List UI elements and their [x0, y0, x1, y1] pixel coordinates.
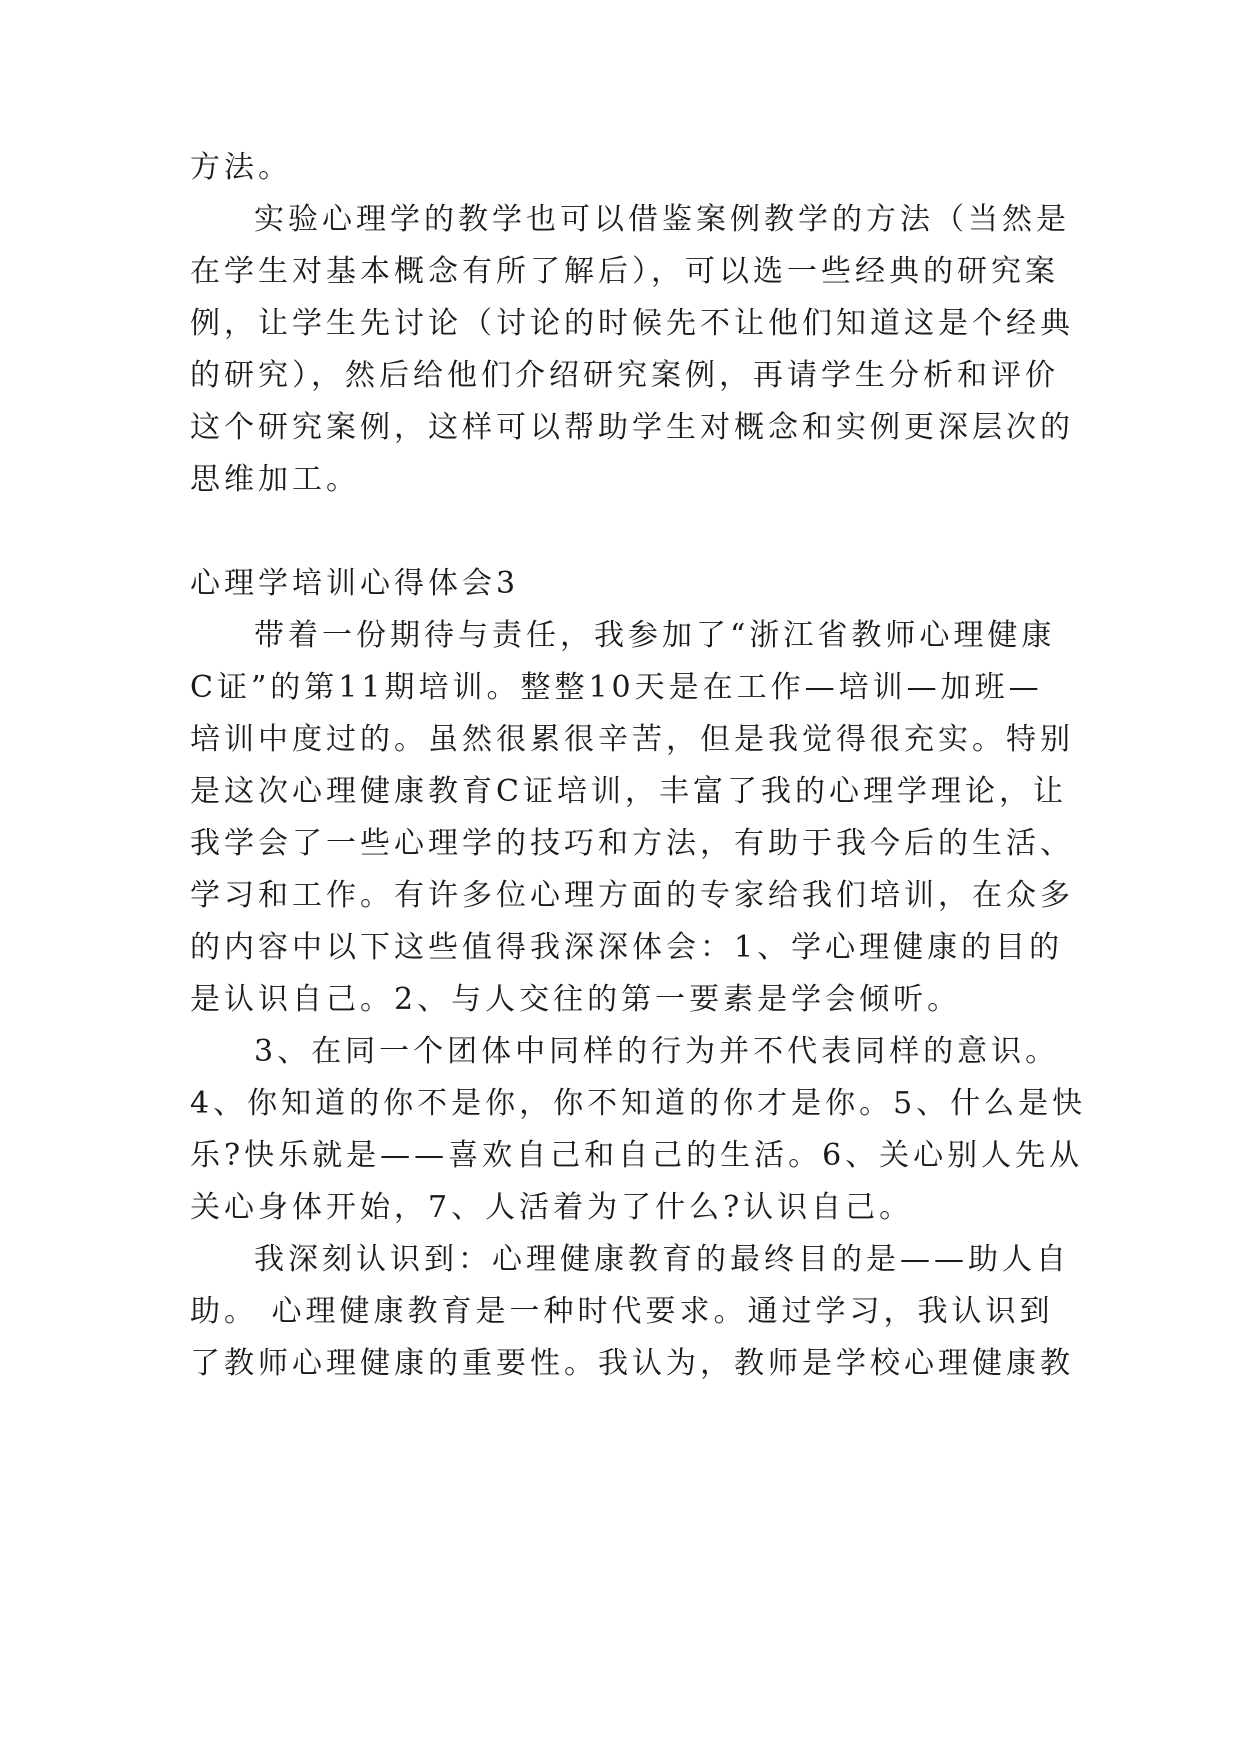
text-line: 是这次心理健康教育C证培训，丰富了我的心理学理论，让 — [190, 774, 1067, 809]
text-line: 在学生对基本概念有所了解后），可以选一些经典的研究案 — [190, 254, 1059, 289]
paragraph-first-line: 我深刻认识到：心理健康教育的最终目的是——助人自 — [254, 1242, 1070, 1277]
text-line: C证”的第11期培训。整整10天是在工作—培训—加班— — [190, 670, 1043, 705]
text-line: 的内容中以下这些值得我深深体会：1、学心理健康的目的 — [190, 930, 1064, 965]
text-line: 学习和工作。有许多位心理方面的专家给我们培训，在众多 — [190, 878, 1074, 913]
text-line: 我学会了一些心理学的技巧和方法，有助于我今后的生活、 — [190, 826, 1074, 861]
text-line: 例，让学生先讨论（讨论的时候先不让他们知道这是个经典 — [190, 306, 1074, 341]
text-line: 了教师心理健康的重要性。我认为，教师是学校心理健康教 — [190, 1346, 1074, 1381]
text-line: 的研究），然后给他们介绍研究案例，再请学生分析和评价 — [190, 358, 1059, 393]
text-line: 4、你知道的你不是你，你不知道的你才是你。5、什么是快 — [190, 1086, 1087, 1121]
section-heading: 心理学培训心得体会3 — [190, 566, 520, 601]
paragraph-first-line: 3、在同一个团体中同样的行为并不代表同样的意识。 — [254, 1034, 1060, 1069]
paragraph-first-line: 实验心理学的教学也可以借鉴案例教学的方法（当然是 — [254, 202, 1070, 237]
text-line: 方法。 — [190, 150, 292, 185]
text-line: 乐?快乐就是——喜欢自己和自己的生活。6、关心别人先从 — [190, 1138, 1084, 1173]
paragraph-first-line: 带着一份期待与责任，我参加了“浙江省教师心理健康 — [254, 618, 1056, 653]
text-line: 是认识自己。2、与人交往的第一要素是学会倾听。 — [190, 982, 962, 1017]
text-line: 助。 心理健康教育是一种时代要求。通过学习，我认识到 — [190, 1294, 1054, 1329]
text-line: 关心身体开始，7、人活着为了什么?认识自己。 — [190, 1190, 914, 1225]
text-line: 培训中度过的。虽然很累很辛苦，但是我觉得很充实。特别 — [190, 722, 1074, 757]
text-line: 思维加工。 — [190, 462, 360, 497]
text-line: 这个研究案例，这样可以帮助学生对概念和实例更深层次的 — [190, 410, 1074, 445]
